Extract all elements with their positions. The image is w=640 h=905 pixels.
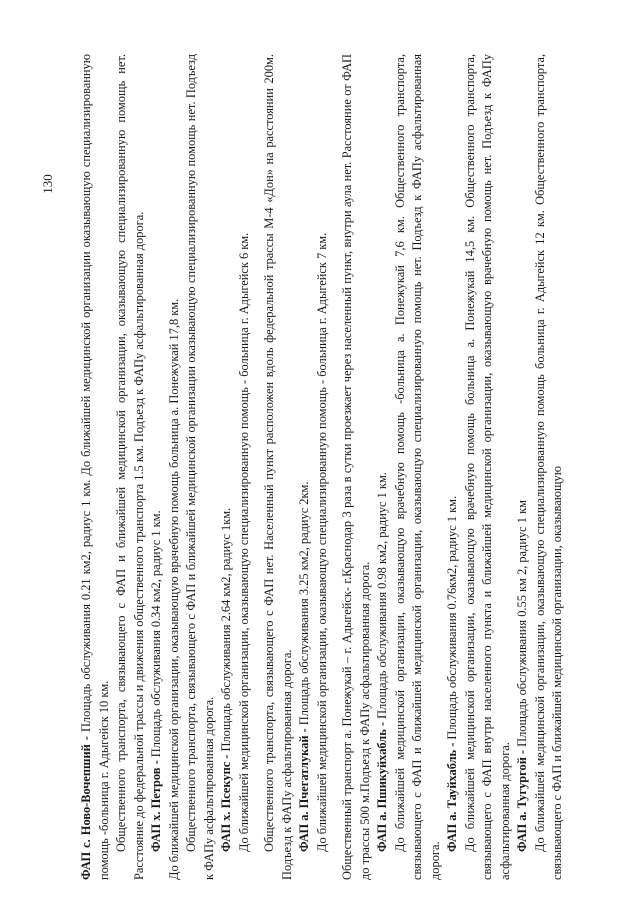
entry-detail: До ближайшей медицинской организации, оказывающую врачебную помощь больница а. Понежукай 14,5 км. Общественного транспорта, связывающего с ФАП внутри населенного пункта и ближайшей медицинской организации, оказывающую врачебную помощь нет. Подъезд к ФАПу асфальтированная дорога. xyxy=(462,54,512,880)
entry-summary xyxy=(148,54,166,880)
entry-detail: Общественного транспорта, связывающего с ФАП и ближайшей медицинской организации, оказывающую специализированную помощь нет. Расстояние до федеральной трассы и движения общественного транспорта 1.5 км. Подъезд к ФАПу асфальтированная дорога. xyxy=(114,54,146,880)
entry-summary-text: Площадь обслуживания 0.98 км2, радиус 1 км. xyxy=(375,472,389,722)
entry-heading: ФАП а. Тауйхабль - xyxy=(445,742,459,852)
entry-heading: ФАП а. Пшикуйхабль - xyxy=(375,721,389,852)
document-body xyxy=(78,54,567,880)
entry-summary xyxy=(444,54,462,880)
entry-detail: До ближайшей медицинской организации, оказывающую врачебную помощь -больница а. Понежукай 7,6 км. Общественного транспорта, связывающего с ФАП и ближайшей медицинской организации, оказывающую специализированную помощь нет. Подъезд к ФАПу асфальтированная дорога. xyxy=(392,54,442,880)
entry xyxy=(296,54,331,880)
entry-detail: До ближайшей медицинской организации, оказывающую специализированную помощь - больница г. Адыгейск 6 км. xyxy=(236,232,251,852)
entry-summary xyxy=(78,54,113,880)
entry xyxy=(339,54,374,880)
entry-summary xyxy=(374,54,392,880)
paragraph-gap xyxy=(331,54,339,880)
entry-detail: До ближайшей медицинской организации, оказывающую специализированную помощь больница г. Адыгейск 12 км. Общественного транспорта, связывающего с ФАП и ближайшей медицинской организации, оказывающую xyxy=(532,54,564,880)
entry-summary-text: Площадь обслуживания 0.34 км2, радиус 1 км. xyxy=(149,510,163,761)
entry xyxy=(374,54,444,880)
entry xyxy=(148,54,218,880)
entry-detail: До ближайшей медицинской организации, оказывающую врачебную помощь больница а. Понежукай 17,8 км. xyxy=(166,298,181,880)
entry-detail: Общественный транспорт а. Понежукай – г. Адыгейск- г.Краснодар 3 раза в сутки проезжает через населенный пункт, внутри аула нет. Расстояние от ФАП до трассы 500 м.Подъезд к ФАПу асфальтированная дорога. xyxy=(340,54,372,880)
entry-summary-text: Площадь обслуживания 2.64 км2, радиус 1км. xyxy=(219,507,233,755)
entry-heading: ФАП с. Ново-Вочепший - xyxy=(79,736,93,880)
entry-heading: ФАП х. Псекупс - xyxy=(219,754,233,852)
entry xyxy=(514,54,567,880)
entry xyxy=(444,54,514,880)
entry-summary-text: Площадь обслуживания 0.55 км 2, радиус 1 км xyxy=(515,500,529,750)
entry-detail: Общественного транспорта, связывающего с ФАП и ближайшей медицинской организации оказывающую специализированную помощь нет. Подъезд к ФАПу асфальтированная дорога. xyxy=(184,54,216,880)
entry-detail: До ближайшей медицинской организации, оказывающую специализированную помощь - больница г. Адыгейск 7 км. xyxy=(314,232,329,852)
entry-heading: ФАП а. Тугургой - xyxy=(515,749,529,852)
entry-summary xyxy=(218,54,236,880)
entry xyxy=(261,54,296,880)
page-number: 130 xyxy=(40,174,55,194)
entry-heading: ФАП х. Петров - xyxy=(149,760,163,852)
entry-detail: Общественного транспорта, связывающего с ФАП нет. Населенный пункт расположен вдоль федеральной трассы М-4 «Дон» на расстоянии 200м. Подъезд к ФАПу асфальтированная дорога. xyxy=(262,54,294,880)
entry-summary xyxy=(514,54,532,880)
entry xyxy=(78,54,148,880)
entry-summary xyxy=(296,54,314,880)
paragraph-gap xyxy=(253,54,261,880)
entry-heading: ФАП а. Пчегатлукай - xyxy=(297,728,311,852)
entry-summary-text: Площадь обслуживания 3.25 км2, радиус 2км. xyxy=(297,481,311,729)
entry-summary-text: Площадь обслуживания 0.21 км2, радиус 1 км. До ближайшей медицинской организации оказывающую специализированную помощь -больница г. Адыгейск 10 км. xyxy=(79,54,111,880)
entry-summary-text: Площадь обслуживания 0.76км2, радиус 1 км. xyxy=(445,495,459,743)
entry xyxy=(218,54,253,880)
